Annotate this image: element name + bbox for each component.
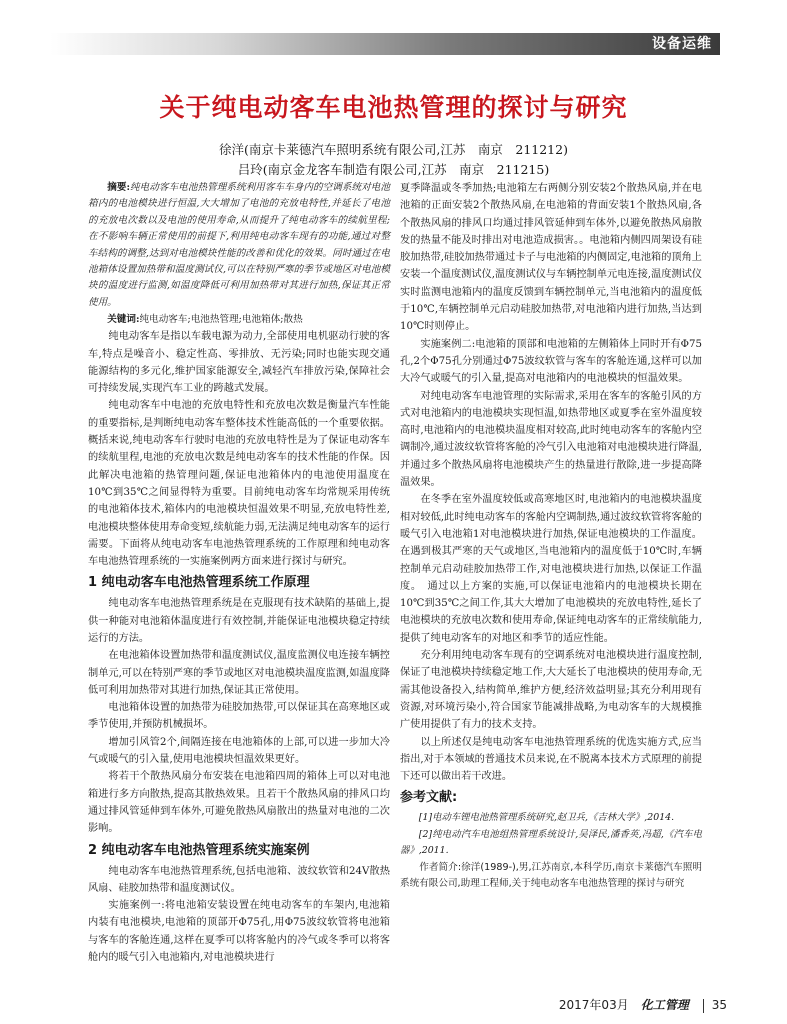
- body-paragraph: 纯电动客车电池热管理系统是在克服现有技术缺陷的基础上,提供一种能对电池箱体温度进行有效控制,并能保证电池模块稳定持续运行的方法。: [88, 598, 390, 644]
- footer-divider: [703, 999, 704, 1013]
- keywords: [88, 311, 390, 328]
- page-number: 35: [711, 998, 727, 1012]
- author-line: 吕玲(南京金龙客车制造有限公司,江苏 南京 211215): [237, 162, 550, 177]
- keywords-text: 纯电动客车;电池热管理;电池箱体;散热: [139, 314, 303, 326]
- abstract-text: 纯电动客车电池热管理系统利用客车车身内的空调系统对电池箱内的电池模块进行恒温,大大增加了电池的充放电特性,并延长了电池的充放电次数以及电池的使用寿命,从而提升了纯电动客车的续航里程;在不影响车辆正常使用的前提下,利用纯电动客车现有的功能,通过对整车结构的调整,达到对电池模块性能的改善和优化的效果。同时通过在电池箱体设置加热带和温度测试仪,可以在特别严寒的季节或地区对电池模块的温度进行监测,如温度降低可利用加热带对其进行加热,保证其正常使用。: [88, 182, 391, 308]
- body-paragraph: 纯电动客车是指以车载电源为动力,全部使用电机驱动行驶的客车,特点是噪音小、稳定性高、零排放、无污染;同时也能实现交通能源结构的多元化,维护国家能源安全,减轻汽车排放污染,保障社会可持续发展,实现汽车工业的跨越式发展。: [88, 331, 390, 395]
- body-paragraph: 电池箱体设置的加热带为硅胶加热带,可以保证其在高寒地区或季节使用,并预防机械损坏。: [88, 702, 390, 731]
- abstract: [88, 180, 390, 311]
- abstract-label: 摘要:: [107, 182, 130, 193]
- section-label: 设备运维: [652, 36, 712, 52]
- section-heading-2: 2 纯电动客车电池热管理系统实施案例: [88, 842, 310, 858]
- issue-date: 2017年03月: [558, 998, 629, 1012]
- body-paragraph: 实施案例一:将电池箱安装设置在纯电动客车的车架内,电池箱内装有电池模块,电池箱的顶部开Φ75孔,用Φ75波纹软管将电池箱与客车的客舱连通,这样在夏季可以将客舱内的冷气或冬季可以将客舱内的暖气引入电池箱内,对电池模块进行: [88, 900, 390, 964]
- reference-item: [2]纯电动汽车电池组热管理系统设计,吴泽民,潘香英,冯超,《汽车电器》,2011.: [400, 828, 702, 857]
- author-block: [0, 140, 787, 180]
- body-paragraph: 增加引风管2个,间隔连接在电池箱体的上部,可以进一步加大冷气或暖气的引入量,使用电池模块恒温效果更好。: [88, 736, 390, 766]
- section-heading-1: 1 纯电动客车电池热管理系统工作原理: [88, 575, 310, 591]
- article-title: 关于纯电动客车电池热管理的探讨与研究: [159, 93, 628, 122]
- author-bio: 作者简介:徐洋(1989-),男,江苏南京,本科学历,南京卡莱德汽车照明系统有限公司,助理工程师,关于纯电动客车电池热管理的探讨与研究: [400, 861, 702, 890]
- author-line: 徐洋(南京卡莱德汽车照明系统有限公司,江苏 南京 211212): [219, 142, 568, 157]
- body-paragraph: 对纯电动客车电池管理的实际需求,采用在客车的客舱引风的方式对电池箱内的电池模块实现恒温,如热带地区或夏季在室外温度较高时,电池箱内的电池模块温度相对较高,此时纯电动客车的客舱内空调制冷,通过波纹软管将客舱的冷气引入电池箱对电池模块进行降温,并通过多个散热风扇将电池模块产生的热量进行散除,进一步提高降温效果。: [400, 390, 702, 489]
- references-heading: 参考文献:: [400, 790, 458, 806]
- body-paragraph: 纯电动客车中电池的充放电特性和充放电次数是衡量汽车性能的重要指标,是判断纯电动客车整体技术性能高低的一个重要依据。概括来说,纯电动客车行驶时电池的充放电特性是为了保证电动客车的续航里程,电池的充放电次数是纯电动客车的技术性能的作保。因此解决电池箱的热管理问题,保证电池箱体内的电池使用温度在10℃到35℃之间显得特为重要。目前纯电动客车均常规采用传统的电池箱体技术,箱体内的电池模块恒温效果不明显,充放电特性差,电池模块整体使用寿命变短,续航能力弱,无法满足纯电动客车的运行需要。下面将从纯电动客车电池热管理系统的工作原理和纯电动客车电池热管理系统的一实施案例两方面来进行探讨与研究。: [88, 400, 390, 568]
- left-column: [88, 180, 390, 966]
- keywords-label: 关键词:: [107, 314, 140, 326]
- body-paragraph: 在电池箱体设置加热带和温度测试仪,温度监测仪电连接车辆控制单元,可以在特别严寒的季节或地区对电池模块温度监测,如温度降低可利用加热带对其进行加热,保证其正常使用。: [88, 650, 390, 696]
- body-paragraph: 实施案例二:电池箱的顶部和电池箱的左侧箱体上同时开有Φ75孔,2个Φ75孔分别通过Φ75波纹软管与客车的客舱连通,这样可以加大冷气或暖气的引入量,提高对电池箱内的电池模块的恒温效果。: [400, 338, 702, 385]
- body-paragraph: 夏季降温或冬季加热;电池箱左右两侧分别安装2个散热风扇,并在电池箱的正面安装2个散热风扇,在电池箱的背面安装1个散热风扇,各个散热风扇的排风口均通过排风管延伸到车体外,以避免散热风扇散发的热量不能及时排出对电池造成损害。。电池箱内侧四周架设有硅胶加热带,硅胶加热带通过卡子与电池箱的内侧固定,电池箱的顶角上安装一个温度测试仪,温度测试仪与车辆控制单元电连接,温度测试仪实时监测电池箱内的温度反馈到车辆控制单元,当电池箱内的温度低于10℃,车辆控制单元启动硅胶加热带,对电池箱内进行加热,当达到10℃时则停止。: [400, 183, 702, 333]
- body-paragraph: 充分利用纯电动客车现有的空调系统对电池模块进行温度控制,保证了电池模块持续稳定地工作,大大延长了电池模块的使用寿命,无需其他设备投入,结构简单,维护方便,经济效益明显;其充分利用现有资源,对环境污染小,符合国家节能减排战略,为电动客车的大规模推广使用提供了有力的技术支持。: [400, 650, 702, 731]
- journal-name: 化工管理: [640, 998, 689, 1012]
- reference-item: [1]电动车锂电池热管理系统研究,赵卫兵,《吉林大学》,2014.: [418, 812, 675, 824]
- page-footer: [559, 996, 727, 1013]
- header-bar: [50, 33, 720, 55]
- right-column: [400, 180, 702, 893]
- body-paragraph: 纯电动客车电池热管理系统,包括电池箱、波纹软管和24V散热风扇、硅胶加热带和温度测试仪。: [88, 865, 390, 894]
- body-paragraph: 在冬季在室外温度较低或高寒地区时,电池箱内的电池模块温度相对较低,此时纯电动客车的客舱内空调制热,通过波纹软管将客舱的暖气引入电池箱1对电池模块进行加热,保证电池模块的工作温度。在遇到极其严寒的天气或地区,当电池箱内的温度低于10℃时,车辆控制单元启动硅胶加热带工作,对电池模块进行加热,以保证工作温度。 通过以上方案的实施,可以保证电池箱内的电池模块长期在10℃到35℃之间工作,其大大增加了电池模块的充放电特性,延长了电池模块的充放电次数和使用寿命,保证纯电动客车的正常续航能力,提供了纯电动客车的对地区和季节的适应性能。: [400, 494, 702, 644]
- body-paragraph: 以上所述仅是纯电动客车电池热管理系统的优选实施方式,应当指出,对于本领域的普通技术员来说,在不脱离本技术方式原理的前提下还可以做出若干改进。: [400, 736, 702, 783]
- body-paragraph: 将若干个散热风扇分布安装在电池箱四周的箱体上可以对电池箱进行多方向散热,提高其散热效果。且若干个散热风扇的排风口均通过排风管延伸到车体外,可避免散热风扇散出的热量对电池的二次影响。: [88, 771, 390, 835]
